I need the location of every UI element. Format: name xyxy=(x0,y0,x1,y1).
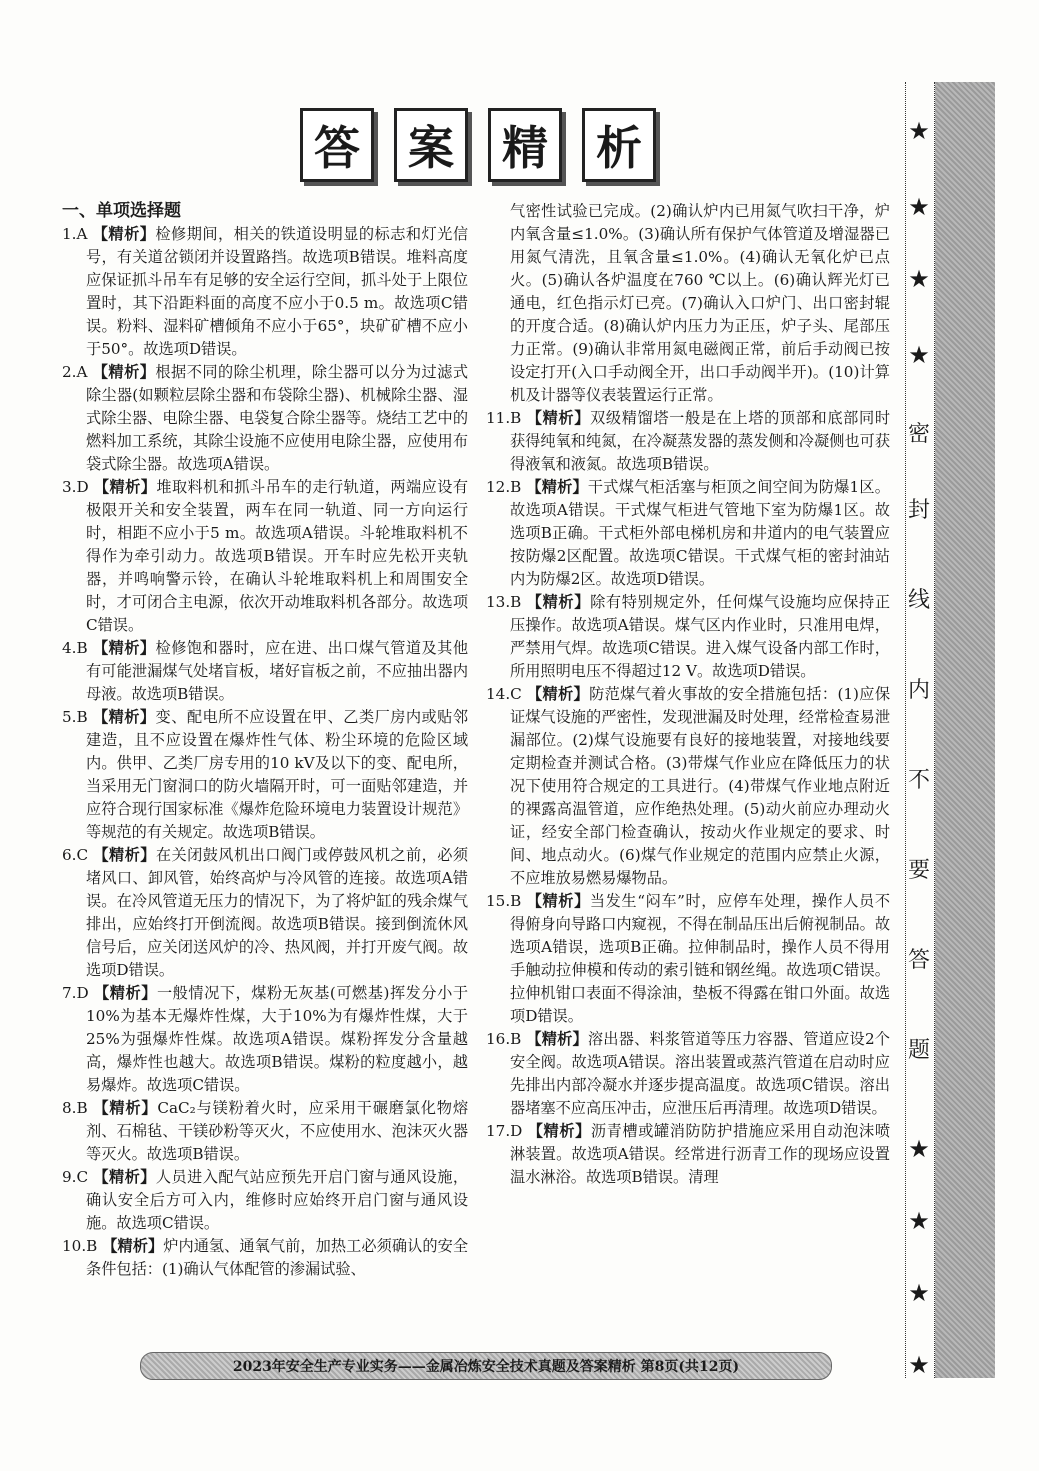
analysis-tag: 【精析】 xyxy=(94,984,157,1002)
answer-number: 10.B xyxy=(62,1237,98,1255)
answer-item xyxy=(486,1028,890,1120)
analysis-tag: 【精析】 xyxy=(92,708,156,726)
answer-number: 9.C xyxy=(62,1168,89,1186)
answer-text: 炉内通氢、通氧气前，加热工必须确认的安全条件包括：(1)确认气体配管的渗漏试验、 xyxy=(86,1237,469,1278)
answer-text: CaC₂与镁粉着火时，应采用干碾磨氯化物熔剂、石棉毡、干镁砂粉等灭火，不应使用水、泡沫灭火器等灭火。故选项B错误。 xyxy=(86,1099,469,1163)
analysis-tag: 【精析】 xyxy=(526,593,591,611)
answer-text: 人员进入配气站应预先开启门窗与通风设施，确认安全后方可入内，维修时应始终开启门窗与通风设施。故选项C错误。 xyxy=(86,1168,469,1232)
analysis-tag: 【精析】 xyxy=(526,1030,588,1048)
star-icon: ★ xyxy=(908,265,930,293)
answer-item xyxy=(62,637,468,706)
answer-list-left xyxy=(62,223,468,1281)
answer-text: 在关闭鼓风机出口阀门或停鼓风机之前，必须堵风口、卸风管，始终高炉与冷风管的连接。故选项A错误。在冷风管道无压力的情况下，为了将炉缸的残余煤气排出，应始终打开倒流阀。故选项B错误。接到倒流休风信号后，应关闭送风炉的冷、热风阀，并打开废气阀。故选项D错误。 xyxy=(86,846,469,979)
answer-item xyxy=(486,890,890,1028)
analysis-tag: 【精析】 xyxy=(92,225,156,243)
page-footer xyxy=(140,1352,832,1380)
answer-text: 变、配电所不应设置在甲、乙类厂房内或贴邻建造，且不应设置在爆炸性气体、粉尘环境的危险区域内。供甲、乙类厂房专用的10 kV及以下的变、配电所，当采用无门窗洞口的防火墙隔开时，可一面贴邻建造，并应符合现行国家标准《爆炸危险环境电力装置设计规范》等规范的有关规定。故选项B错误。 xyxy=(86,708,469,841)
answer-item xyxy=(486,407,890,476)
answer-continuation: 气密性试验已完成。(2)确认炉内已用氮气吹扫干净，炉内氧含量≤1.0%。(3)确认所有保护气体管道及增湿器已用氮气清洗，且氧含量≤1.0%。(4)确认无氧化炉已点火。(5)确认各炉温度在760 ℃以上。(6)确认辉光灯已通电，红色指示灯已亮。(7)确认入口炉门、出口密封辊的开度合适。(8)确认炉内压力为正压，炉子头、尾部压力正常。(9)确认非常用氮电磁阀正常，前后手动阀已按设定打开(入口手动阀全开，出口手动阀半开)。(10)计算机及计器等仪表装置运行正常。 xyxy=(510,202,890,404)
answer-item xyxy=(62,1235,468,1281)
answer-number: 3.D xyxy=(62,478,89,496)
analysis-tag: 【精析】 xyxy=(92,363,156,381)
star-icon: ★ xyxy=(908,117,930,145)
answer-number: 7.D xyxy=(62,984,89,1002)
answer-text: 双级精馏塔一般是在上塔的顶部和底部同时获得纯氧和纯氮，在冷凝蒸发器的蒸发侧和冷凝侧也可获得液氧和液氮。故选项B错误。 xyxy=(510,409,891,473)
answer-number: 8.B xyxy=(62,1099,88,1117)
answer-number: 11.B xyxy=(486,409,522,427)
answer-text: 防范煤气着火事故的安全措施包括：(1)应保证煤气设施的严密性，发现泄漏及时处理，经常检查易泄漏部位。(2)煤气设施要有良好的接地装置，对接地线要定期检查并测试合格。(3)带煤气作业应在降低压力的状况下使用符合规定的工具进行。(4)带煤气作业地点附近的裸露高温管道，应作绝热处理。(5)动火前应办理动火证，经安全部门检查确认，按动火作业规定的要求、时间、地点动火。(6)煤气作业规定的范围内应禁止火源，不应堆放易燃易爆物品。 xyxy=(510,685,891,887)
star-icon: ★ xyxy=(908,1351,930,1379)
analysis-tag: 【精析】 xyxy=(527,1122,591,1140)
answer-item xyxy=(62,706,468,844)
answer-text: 除有特别规定外，任何煤气设施均应保持正压操作。故选项A错误。煤气区内作业时，只准用电焊，严禁用气焊。故选项C错误。进入煤气设备内部工作时，所用照明电压不得超过12 V。故选项D错误。 xyxy=(510,593,891,680)
answer-item xyxy=(62,1166,468,1235)
seal-char: 答 xyxy=(907,948,930,973)
answer-number: 1.A xyxy=(62,225,88,243)
seal-char: 线 xyxy=(907,588,930,613)
answer-item xyxy=(486,683,890,890)
answer-number: 5.B xyxy=(62,708,88,726)
analysis-tag: 【精析】 xyxy=(102,1237,164,1255)
section-title: 一、单项选择题 xyxy=(62,201,181,221)
title-char-box: 析 xyxy=(582,108,656,182)
answer-number: 15.B xyxy=(486,892,522,910)
star-icon: ★ xyxy=(908,193,930,221)
star-icon: ★ xyxy=(908,341,930,369)
answer-number: 16.B xyxy=(486,1030,522,1048)
answer-number: 14.C xyxy=(486,685,522,703)
answer-number: 2.A xyxy=(62,363,88,381)
answer-text: 检修饱和器时，应在进、出口煤气管道及其他有可能泄漏煤气处堵盲板，堵好盲板之前，不应抽出器内母液。故选项B错误。 xyxy=(86,639,469,703)
analysis-tag: 【精析】 xyxy=(526,892,590,910)
right-column xyxy=(486,200,890,1189)
answer-item xyxy=(62,223,468,361)
answer-number: 4.B xyxy=(62,639,88,657)
analysis-tag: 【精析】 xyxy=(92,639,156,657)
answer-text: 一般情况下，煤粉无灰基(可燃基)挥发分小于10%为基本无爆炸性煤，大于10%为有爆炸性煤，大于25%为强爆炸性煤。故选项A错误。煤粉挥发分含量越高，爆炸性也越大。故选项B错误。煤粉的粒度越小，越易爆炸。故选项C错误。 xyxy=(86,984,469,1094)
analysis-tag: 【精析】 xyxy=(526,685,590,703)
title-char-box: 精 xyxy=(488,108,562,182)
seal-char: 不 xyxy=(907,768,930,793)
analysis-tag: 【精析】 xyxy=(93,1099,158,1117)
seal-char: 题 xyxy=(907,1038,930,1063)
decorative-strip xyxy=(935,82,995,1378)
answer-text: 干式煤气柜活塞与柜顶之间空间为防爆1区。故选项A错误。干式煤气柜进气管地下室为防爆1区。故选项B正确。干式柜外部电梯机房和井道内的电气装置应按防爆2区配置。故选项C错误。干式煤气柜的密封油站内为防爆2区。故选项D错误。 xyxy=(510,478,890,588)
seal-char: 密 xyxy=(907,422,930,447)
seal-char: 要 xyxy=(907,858,930,883)
answer-text: 当发生“闷车”时，应停车处理，操作人员不得俯身向导路口内窥视，不得在制品压出后俯视制品。故选项A错误，选项B正确。拉伸制品时，操作人员不得用手触动拉伸模和传动的索引链和钢丝绳。故选项C错误。拉伸机钳口表面不得涂油，垫板不得露在钳口外面。故选项D错误。 xyxy=(510,892,891,1025)
answer-item xyxy=(62,1097,468,1166)
answer-item xyxy=(486,1120,890,1189)
answer-number: 12.B xyxy=(486,478,522,496)
answer-item xyxy=(62,982,468,1097)
star-icon: ★ xyxy=(908,1207,930,1235)
analysis-tag: 【精析】 xyxy=(93,478,157,496)
title-char-box: 案 xyxy=(394,108,468,182)
analysis-tag: 【精析】 xyxy=(93,1168,156,1186)
answer-item xyxy=(486,591,890,683)
answer-text: 检修期间，相关的铁道设明显的标志和灯光信号，有关道岔锁闭并设置路挡。故选项B错误。堆料高度应保证抓斗吊车有足够的安全运行空间，抓斗处于上限位置时，其下沿距料面的高度不应小于0.5 m。故选项C错误。粉料、湿料矿槽倾角不应小于65°，块矿矿槽不应小于50°。故选项D错误。 xyxy=(86,225,469,358)
answer-text: 堆取料机和抓斗吊车的走行轨道，两端应设有极限开关和安全装置，两车在同一轨道、同一方向运行时，相距不应小于5 m。故选项A错误。斗轮堆取料机不得作为牵引动力。故选项B错误。开车时应先松开夹轨器，并鸣响警示铃，在确认斗轮堆取料机上和周围安全时，才可闭合主电源，依次开动堆取料机各部分。故选项C错误。 xyxy=(86,478,469,634)
answer-list-right xyxy=(486,407,890,1189)
answer-item xyxy=(486,476,890,591)
title-char-box: 答 xyxy=(300,108,374,182)
footer-text: 2023年安全生产专业实务——金属冶炼安全技术真题及答案精析 第8页(共12页) xyxy=(232,1359,740,1375)
answer-item xyxy=(62,476,468,637)
answer-number: 13.B xyxy=(486,593,522,611)
seal-char: 内 xyxy=(907,678,930,703)
analysis-tag: 【精析】 xyxy=(526,478,588,496)
answer-number: 17.D xyxy=(486,1122,523,1140)
star-icon: ★ xyxy=(908,1279,930,1307)
star-icon: ★ xyxy=(908,1135,930,1163)
page-title xyxy=(300,108,660,184)
analysis-tag: 【精析】 xyxy=(93,846,156,864)
answer-number: 6.C xyxy=(62,846,89,864)
answer-item xyxy=(62,844,468,982)
analysis-tag: 【精析】 xyxy=(526,409,591,427)
seal-char: 封 xyxy=(907,498,930,523)
answer-item xyxy=(62,361,468,476)
answer-text: 根据不同的除尘机理，除尘器可以分为过滤式除尘器(如颗粒层除尘器和布袋除尘器)、机械除尘器、湿式除尘器、电除尘器、电袋复合除尘器等。烧结工艺中的燃料加工系统，其除尘设施不应使用电除尘器，应使用布袋式除尘器。故选项A错误。 xyxy=(86,363,469,473)
answer-text: 沥青槽或罐消防防护措施应采用自动泡沫喷淋装置。故选项A错误。经常进行沥青工作的现场应设置温水淋浴。故选项B错误。清理 xyxy=(510,1122,891,1186)
answer-text: 溶出器、料浆管道等压力容器、管道应设2个安全阀。故选项A错误。溶出装置或蒸汽管道在启动时应先排出内部冷凝水并逐步提高温度。故选项C错误。溶出器堵塞不应高压冲击，应泄压后再清理。故选项D错误。 xyxy=(510,1030,890,1117)
left-column xyxy=(62,200,468,1281)
